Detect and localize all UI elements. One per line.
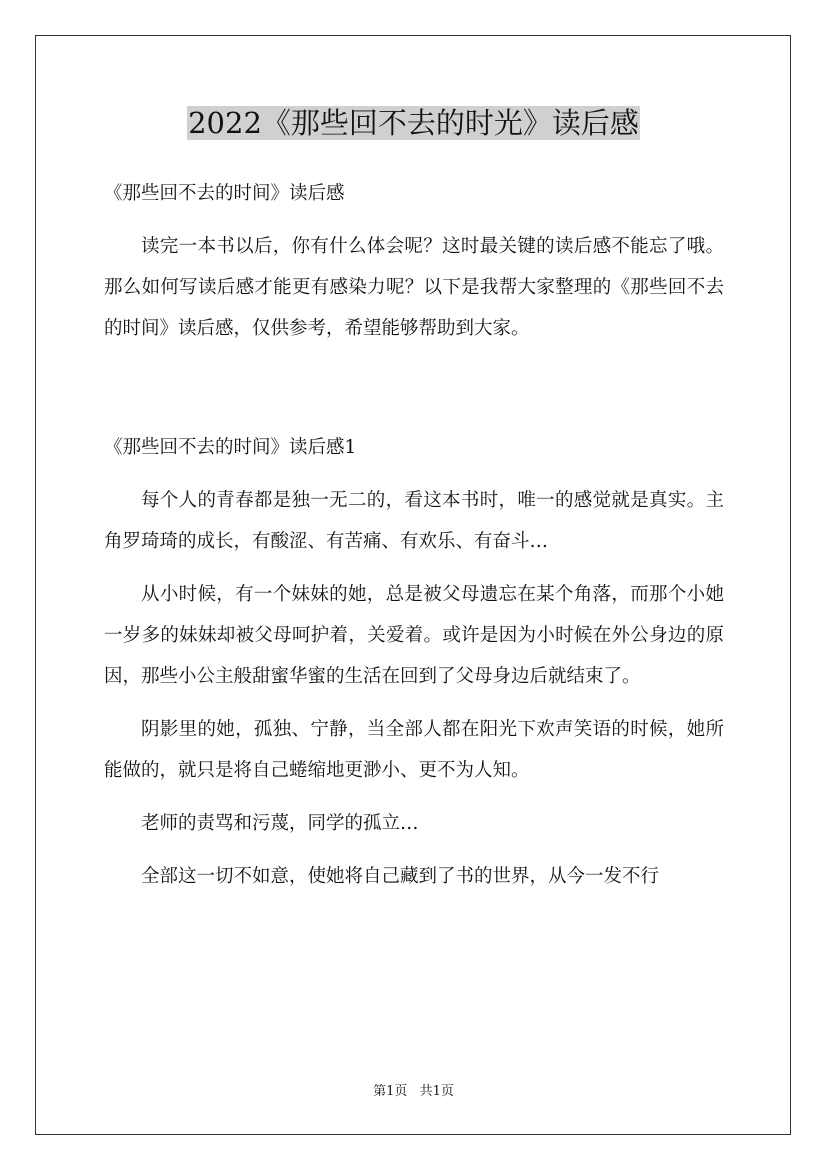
document-title-text: 2022《那些回不去的时光》读后感: [188, 106, 639, 140]
body-paragraph: 全部这一切不如意，使她将自己藏到了书的世界，从今一发不行: [141, 866, 660, 887]
body-paragraph: 每个人的青春都是独一无二的，看这本书时，唯一的感觉就是真实。主角罗琦琦的成长，有酸涩、有苦痛、有欢乐、有奋斗…: [104, 490, 724, 552]
document-title: [0, 103, 827, 143]
body-paragraph: 从小时候，有一个妹妹的她，总是被父母遗忘在某个角落，而那个小她一岁多的妹妹却被父母呵护着，关爱着。或许是因为小时候在外公身边的原因，那些小公主般甜蜜华蜜的生活在回到了父母身边后就结束了。: [104, 584, 724, 687]
page-number: 第1页: [373, 1084, 408, 1099]
section-heading: 《那些回不去的时间》读后感1: [104, 437, 357, 458]
page-footer: [0, 1083, 827, 1101]
document-body: [104, 173, 724, 897]
body-paragraph: 阴影里的她，孤独、宁静，当全部人都在阳光下欢声笑语的时候，她所能做的，就只是将自己蜷缩地更渺小、更不为人知。: [104, 719, 724, 781]
body-paragraph: 老师的责骂和污蔑，同学的孤立…: [141, 813, 419, 834]
document-subtitle: 《那些回不去的时间》读后感: [104, 183, 345, 204]
page-total: 共1页: [419, 1084, 454, 1099]
intro-paragraph: 读完一本书以后，你有什么体会呢？这时最关键的读后感不能忘了哦。那么如何写读后感才能更有感染力呢？以下是我帮大家整理的《那些回不去的时间》读后感，仅供参考，希望能够帮助到大家。: [104, 236, 724, 339]
